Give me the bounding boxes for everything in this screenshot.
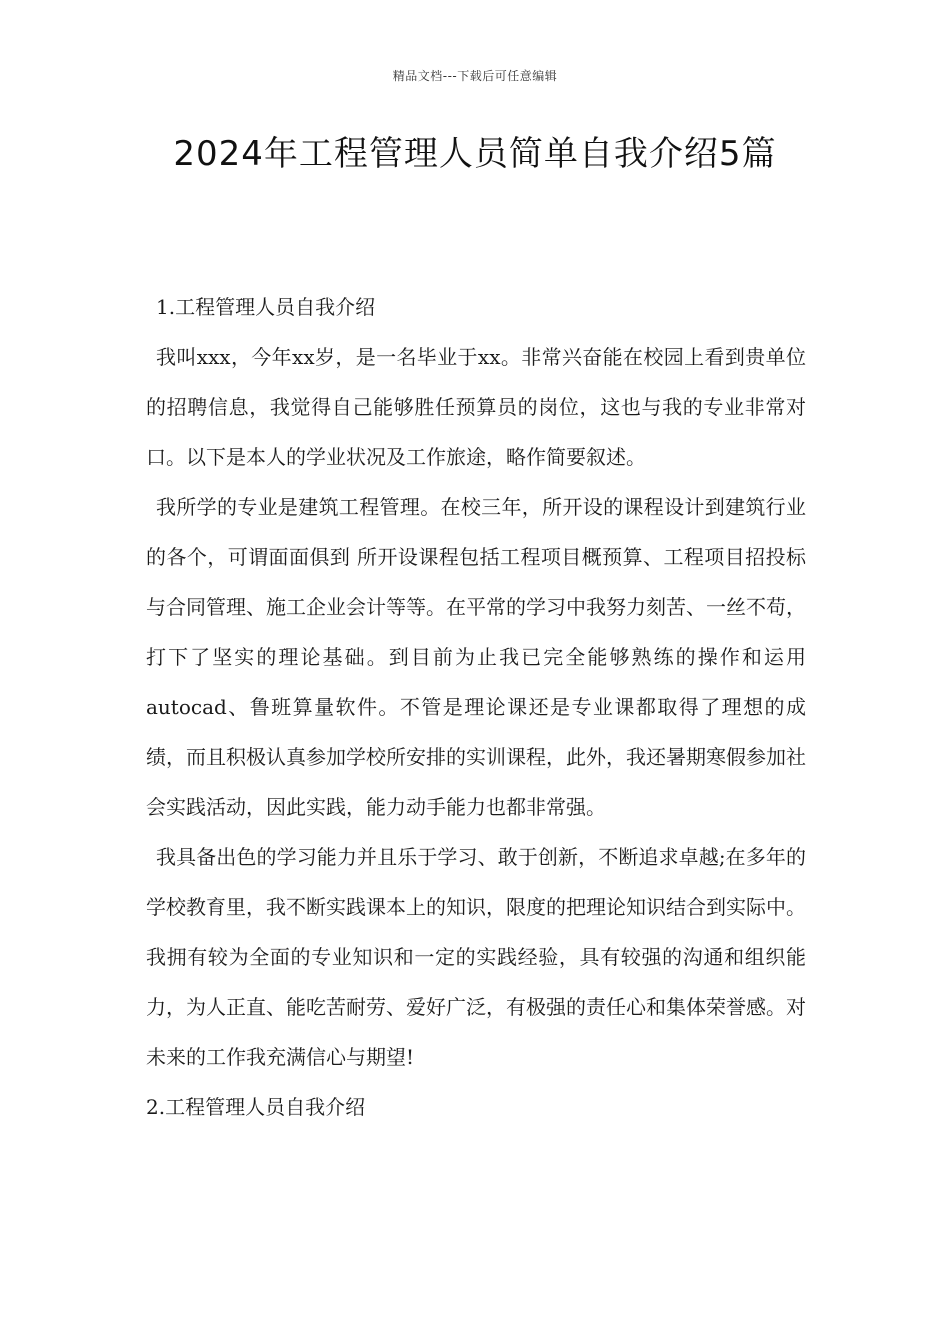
section-heading: 2.工程管理人员自我介绍 xyxy=(146,1095,366,1119)
document-body xyxy=(146,282,806,1132)
body-paragraph: 我叫xxx，今年xx岁，是一名毕业于xx。非常兴奋能在校园上看到贵单位的招聘信息，我觉得自己能够胜任预算员的岗位，这也与我的专业非常对口。以下是本人的学业状况及工作旅途，略作简要叙述。 xyxy=(146,345,806,469)
document-title: 2024年工程管理人员简单自我介绍5篇 xyxy=(173,134,777,174)
body-paragraph: 我所学的专业是建筑工程管理。在校三年，所开设的课程设计到建筑行业的各个，可谓面面俱到 所开设课程包括工程项目概预算、工程项目招投标与合同管理、施工企业会计等等。在平常的学习中我努力刻苦、一丝不苟，打下了坚实的理论基础。到目前为止我已完全能够熟练的操作和运用autocad、鲁班算量软件。不管是理论课还是专业课都取得了理想的成绩，而且积极认真参加学校所安排的实训课程，此外，我还暑期寒假参加社会实践活动，因此实践，能力动手能力也都非常强。 xyxy=(146,495,806,819)
body-paragraph: 我具备出色的学习能力并且乐于学习、敢于创新，不断追求卓越;在多年的学校教育里，我不断实践课本上的知识，限度的把理论知识结合到实际中。我拥有较为全面的专业知识和一定的实践经验，具有较强的沟通和组织能力，为人正直、能吃苦耐劳、爱好广泛，有极强的责任心和集体荣誉感。对未来的工作我充满信心与期望! xyxy=(146,845,806,1069)
header-note: 精品文档---下载后可任意编辑 xyxy=(392,69,558,83)
section-heading: 1.工程管理人员自我介绍 xyxy=(156,295,376,319)
